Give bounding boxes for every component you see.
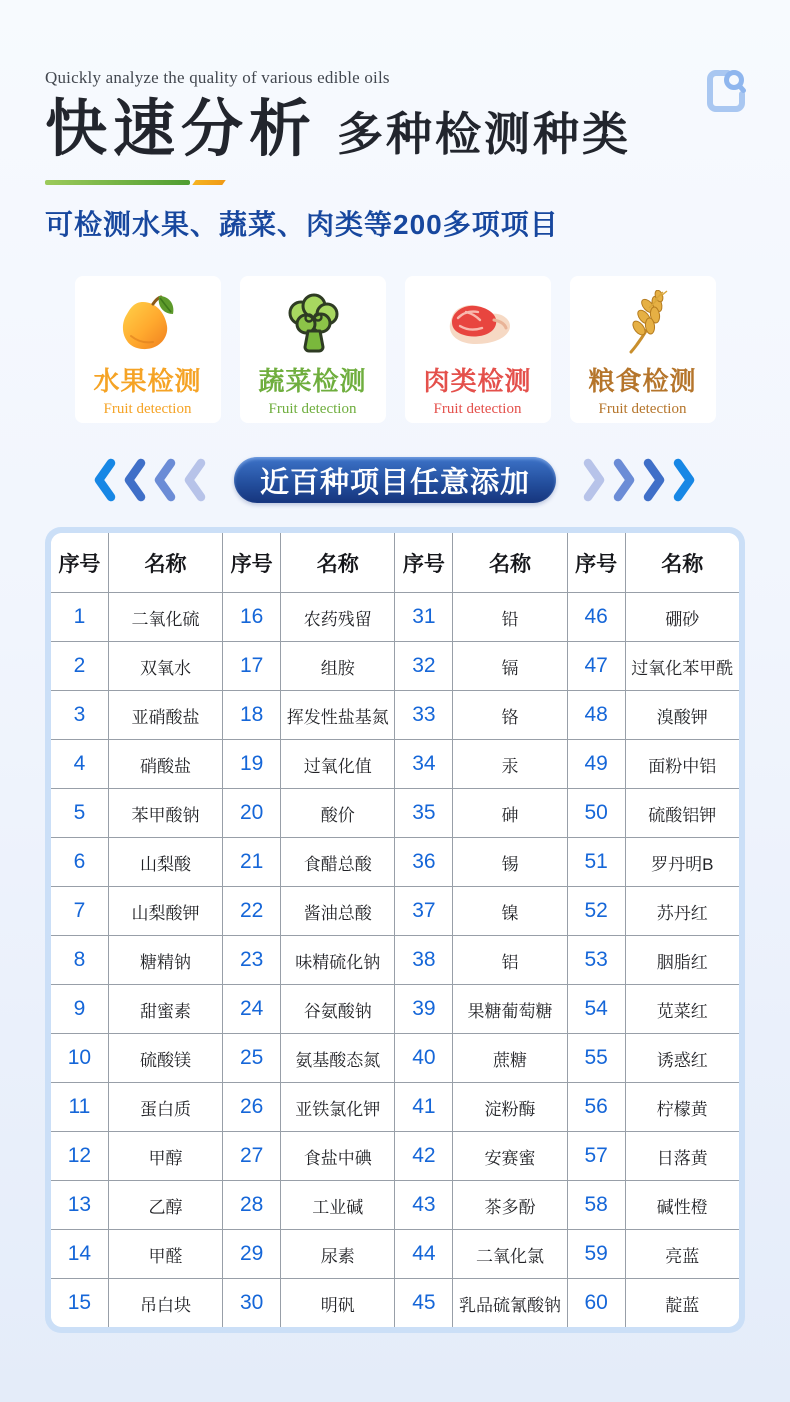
item-name: 砷 xyxy=(453,789,567,838)
item-number: 4 xyxy=(51,740,108,789)
chevron-left-icon xyxy=(121,457,148,503)
item-number: 38 xyxy=(395,936,453,985)
table-row xyxy=(51,887,739,936)
table-row xyxy=(51,740,739,789)
item-name: 铅 xyxy=(453,593,567,642)
item-number: 8 xyxy=(51,936,108,985)
item-name: 硫酸铝钾 xyxy=(625,789,739,838)
item-name: 蛋白质 xyxy=(108,1083,222,1132)
item-name: 镍 xyxy=(453,887,567,936)
item-number: 31 xyxy=(395,593,453,642)
table-row xyxy=(51,985,739,1034)
item-name: 苏丹红 xyxy=(625,887,739,936)
item-number: 57 xyxy=(567,1132,625,1181)
item-number: 22 xyxy=(223,887,281,936)
item-number: 2 xyxy=(51,642,108,691)
item-name: 诱惑红 xyxy=(625,1034,739,1083)
item-number: 32 xyxy=(395,642,453,691)
item-number: 40 xyxy=(395,1034,453,1083)
item-name: 二氧化硫 xyxy=(108,593,222,642)
item-name: 二氧化氯 xyxy=(453,1230,567,1279)
detection-cards xyxy=(0,276,790,423)
item-name: 汞 xyxy=(453,740,567,789)
item-number: 50 xyxy=(567,789,625,838)
item-number: 20 xyxy=(223,789,281,838)
item-number: 35 xyxy=(395,789,453,838)
item-number: 44 xyxy=(395,1230,453,1279)
item-name: 过氧化值 xyxy=(281,740,395,789)
card-subtitle: Fruit detection xyxy=(268,401,357,417)
page-title-main: 快速分析 xyxy=(45,96,318,164)
item-number: 56 xyxy=(567,1083,625,1132)
item-number: 5 xyxy=(51,789,108,838)
table-row xyxy=(51,789,739,838)
item-name: 农药残留 xyxy=(281,593,395,642)
item-name: 双氧水 xyxy=(108,642,222,691)
item-name: 山梨酸 xyxy=(108,838,222,887)
card-grain-detection[interactable] xyxy=(570,276,716,423)
item-name: 工业碱 xyxy=(281,1181,395,1230)
table-row xyxy=(51,1230,739,1279)
items-table-container xyxy=(45,527,745,1333)
chevron-right-icon xyxy=(672,457,699,503)
meat-icon xyxy=(405,289,551,357)
item-name: 安赛蜜 xyxy=(453,1132,567,1181)
item-name: 乳品硫氰酸钠 xyxy=(453,1279,567,1328)
item-number: 17 xyxy=(223,642,281,691)
table-header-cell: 序号 xyxy=(223,533,281,593)
item-number: 51 xyxy=(567,838,625,887)
table-body xyxy=(51,593,739,1328)
chevron-left-icon xyxy=(151,457,178,503)
banner-row xyxy=(0,457,790,503)
chevron-right-icon xyxy=(642,457,669,503)
item-number: 21 xyxy=(223,838,281,887)
item-name: 溴酸钾 xyxy=(625,691,739,740)
items-table xyxy=(51,533,739,1327)
item-number: 28 xyxy=(223,1181,281,1230)
underline-orange-bar xyxy=(192,180,226,185)
item-name: 蔗糖 xyxy=(453,1034,567,1083)
card-title: 水果检测 xyxy=(93,367,202,396)
table-header-row xyxy=(51,533,739,593)
table-header-cell: 名称 xyxy=(281,533,395,593)
right-chevrons xyxy=(582,457,699,503)
item-name: 茶多酚 xyxy=(453,1181,567,1230)
item-name: 甲醇 xyxy=(108,1132,222,1181)
item-name: 组胺 xyxy=(281,642,395,691)
item-number: 60 xyxy=(567,1279,625,1328)
left-chevrons xyxy=(91,457,208,503)
item-number: 6 xyxy=(51,838,108,887)
item-number: 19 xyxy=(223,740,281,789)
item-name: 过氧化苯甲酰 xyxy=(625,642,739,691)
item-number: 48 xyxy=(567,691,625,740)
underline-green-bar xyxy=(45,180,190,185)
item-name: 酱油总酸 xyxy=(281,887,395,936)
item-number: 37 xyxy=(395,887,453,936)
item-number: 30 xyxy=(223,1279,281,1328)
tagline: Quickly analyze the quality of various edible oils xyxy=(45,68,390,87)
chevron-left-icon xyxy=(91,457,118,503)
item-name: 胭脂红 xyxy=(625,936,739,985)
table-header-cell: 序号 xyxy=(395,533,453,593)
item-name: 乙醇 xyxy=(108,1181,222,1230)
table-header-cell: 名称 xyxy=(453,533,567,593)
item-name: 苋菜红 xyxy=(625,985,739,1034)
item-number: 33 xyxy=(395,691,453,740)
item-name: 柠檬黄 xyxy=(625,1083,739,1132)
item-number: 58 xyxy=(567,1181,625,1230)
item-number: 59 xyxy=(567,1230,625,1279)
card-title: 肉类检测 xyxy=(423,367,532,396)
document-search-icon xyxy=(706,68,746,114)
item-name: 明矾 xyxy=(281,1279,395,1328)
item-number: 43 xyxy=(395,1181,453,1230)
table-row xyxy=(51,1083,739,1132)
item-name: 铬 xyxy=(453,691,567,740)
mango-icon xyxy=(75,289,221,357)
table-header-cell: 序号 xyxy=(567,533,625,593)
table-row xyxy=(51,1279,739,1328)
item-number: 54 xyxy=(567,985,625,1034)
item-name: 尿素 xyxy=(281,1230,395,1279)
table-header-cell: 名称 xyxy=(625,533,739,593)
item-number: 25 xyxy=(223,1034,281,1083)
title-underline xyxy=(45,180,748,185)
item-name: 靛蓝 xyxy=(625,1279,739,1328)
item-number: 16 xyxy=(223,593,281,642)
item-name: 食盐中碘 xyxy=(281,1132,395,1181)
item-number: 42 xyxy=(395,1132,453,1181)
item-number: 26 xyxy=(223,1083,281,1132)
chevron-left-icon xyxy=(181,457,208,503)
banner-pill: 近百种项目任意添加 xyxy=(234,457,556,503)
item-name: 硫酸镁 xyxy=(108,1034,222,1083)
item-name: 酸价 xyxy=(281,789,395,838)
header xyxy=(0,0,790,243)
item-number: 24 xyxy=(223,985,281,1034)
item-name: 硼砂 xyxy=(625,593,739,642)
table-row xyxy=(51,1132,739,1181)
item-number: 27 xyxy=(223,1132,281,1181)
item-name: 亚硝酸盐 xyxy=(108,691,222,740)
item-number: 15 xyxy=(51,1279,108,1328)
item-number: 9 xyxy=(51,985,108,1034)
item-name: 谷氨酸钠 xyxy=(281,985,395,1034)
item-name: 亚铁氯化钾 xyxy=(281,1083,395,1132)
item-name: 碱性橙 xyxy=(625,1181,739,1230)
card-meat-detection[interactable] xyxy=(405,276,551,423)
item-name: 吊白块 xyxy=(108,1279,222,1328)
card-title: 蔬菜检测 xyxy=(258,367,367,396)
item-number: 23 xyxy=(223,936,281,985)
item-name: 苯甲酸钠 xyxy=(108,789,222,838)
table-row xyxy=(51,936,739,985)
table-header-cell: 序号 xyxy=(51,533,108,593)
item-name: 硝酸盐 xyxy=(108,740,222,789)
item-name: 日落黄 xyxy=(625,1132,739,1181)
table-row xyxy=(51,1034,739,1083)
item-number: 10 xyxy=(51,1034,108,1083)
table-row xyxy=(51,838,739,887)
card-fruit-detection[interactable] xyxy=(75,276,221,423)
item-number: 11 xyxy=(51,1083,108,1132)
item-number: 34 xyxy=(395,740,453,789)
item-number: 47 xyxy=(567,642,625,691)
table-row xyxy=(51,642,739,691)
item-name: 味精硫化钠 xyxy=(281,936,395,985)
item-number: 55 xyxy=(567,1034,625,1083)
item-name: 食醋总酸 xyxy=(281,838,395,887)
card-vegetable-detection[interactable] xyxy=(240,276,386,423)
table-row xyxy=(51,691,739,740)
item-name: 挥发性盐基氮 xyxy=(281,691,395,740)
item-number: 41 xyxy=(395,1083,453,1132)
item-number: 29 xyxy=(223,1230,281,1279)
item-name: 罗丹明B xyxy=(625,838,739,887)
item-number: 49 xyxy=(567,740,625,789)
card-title: 粮食检测 xyxy=(588,367,697,396)
item-name: 铝 xyxy=(453,936,567,985)
item-name: 糖精钠 xyxy=(108,936,222,985)
wheat-icon xyxy=(570,289,716,357)
item-number: 13 xyxy=(51,1181,108,1230)
item-name: 氨基酸态氮 xyxy=(281,1034,395,1083)
item-number: 14 xyxy=(51,1230,108,1279)
card-subtitle: Fruit detection xyxy=(433,401,522,417)
item-name: 锡 xyxy=(453,838,567,887)
chevron-right-icon xyxy=(582,457,609,503)
item-name: 面粉中铝 xyxy=(625,740,739,789)
item-number: 12 xyxy=(51,1132,108,1181)
table-row xyxy=(51,593,739,642)
card-subtitle: Fruit detection xyxy=(103,401,192,417)
broccoli-icon xyxy=(240,289,386,357)
page-title-sub: 多种检测种类 xyxy=(337,109,632,160)
page-title xyxy=(45,98,748,164)
item-name: 山梨酸钾 xyxy=(108,887,222,936)
table-header-cell: 名称 xyxy=(108,533,222,593)
item-number: 36 xyxy=(395,838,453,887)
chevron-right-icon xyxy=(612,457,639,503)
table-row xyxy=(51,1181,739,1230)
item-name: 亮蓝 xyxy=(625,1230,739,1279)
item-number: 18 xyxy=(223,691,281,740)
item-number: 3 xyxy=(51,691,108,740)
item-number: 52 xyxy=(567,887,625,936)
item-name: 果糖葡萄糖 xyxy=(453,985,567,1034)
item-name: 镉 xyxy=(453,642,567,691)
card-subtitle: Fruit detection xyxy=(598,401,687,417)
item-name: 甲醛 xyxy=(108,1230,222,1279)
item-number: 53 xyxy=(567,936,625,985)
item-name: 淀粉酶 xyxy=(453,1083,567,1132)
item-name: 甜蜜素 xyxy=(108,985,222,1034)
item-number: 39 xyxy=(395,985,453,1034)
item-number: 45 xyxy=(395,1279,453,1328)
item-number: 7 xyxy=(51,887,108,936)
item-number: 46 xyxy=(567,593,625,642)
page-subtitle: 可检测水果、蔬菜、肉类等200多项项目 xyxy=(45,209,559,240)
item-number: 1 xyxy=(51,593,108,642)
